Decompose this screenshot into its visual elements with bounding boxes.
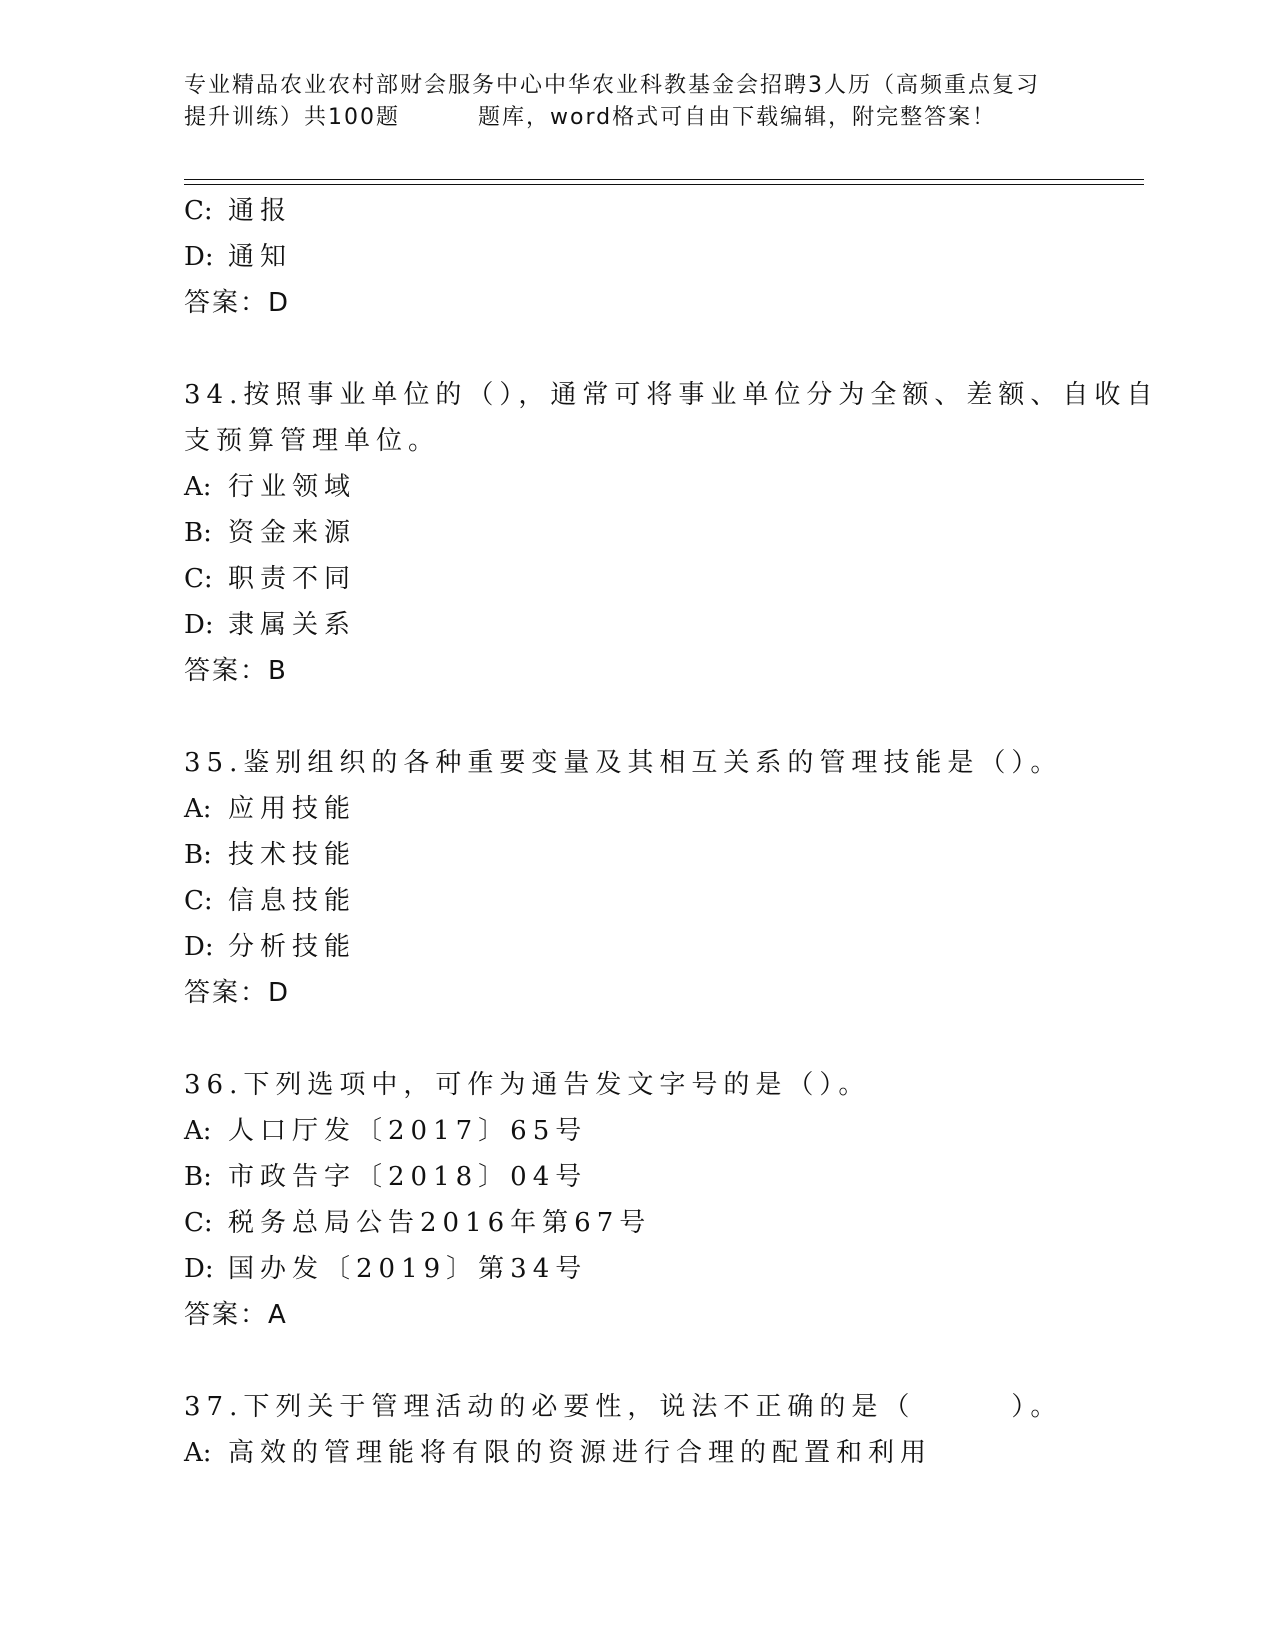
option-b (184, 832, 1144, 878)
question-36-stem-line1: 36.下列选项中，可作为通告发文字号的是（）。 (184, 1070, 871, 1100)
option-a (184, 1108, 1144, 1154)
option-text: 人口厅发〔2017〕65号 (228, 1116, 588, 1146)
question-37-stem-line1: 37.下列关于管理活动的必要性，说法不正确的是（ ）。 (184, 1392, 1063, 1422)
option-c (184, 188, 1144, 234)
option-letter: A: (184, 1116, 212, 1146)
option-letter: A: (184, 794, 212, 824)
option-text: 技术技能 (228, 840, 357, 870)
option-text: 隶属关系 (228, 610, 357, 640)
option-c (184, 878, 1144, 924)
option-text: 行业领域 (228, 472, 357, 502)
option-letter: D: (184, 932, 214, 962)
option-text: 税务总局公告2016年第67号 (228, 1208, 652, 1238)
header-divider-top (184, 179, 1144, 180)
answer-line: 答案：D (184, 978, 291, 1008)
option-text: 应用技能 (228, 794, 357, 824)
option-letter: C: (184, 196, 213, 226)
option-letter: C: (184, 564, 213, 594)
question-list (184, 188, 1159, 1476)
option-text: 市政告字〔2018〕04号 (228, 1162, 588, 1192)
option-a (184, 786, 1144, 832)
question-34-stem-line1: 34.按照事业单位的（），通常可将事业单位分为全额、差额、自收自 (184, 380, 1159, 410)
option-a (184, 1430, 1144, 1476)
option-letter: B: (184, 1162, 212, 1192)
option-letter: D: (184, 1254, 214, 1284)
answer-line: 答案：B (184, 656, 288, 686)
option-b (184, 510, 1144, 556)
option-d (184, 1246, 1144, 1292)
document-header (184, 70, 1084, 134)
option-text: 分析技能 (228, 932, 357, 962)
option-text: 通知 (228, 242, 293, 272)
option-c (184, 556, 1144, 602)
option-d (184, 924, 1144, 970)
answer-line: 答案：D (184, 288, 291, 318)
option-text: 通报 (228, 196, 293, 226)
question-34-stem-line2: 支预算管理单位。 (184, 426, 441, 456)
option-text: 国办发〔2019〕第34号 (228, 1254, 588, 1284)
option-d (184, 602, 1144, 648)
header-title-line2-right: 题库，word格式可自由下载编辑，附完整答案！ (478, 105, 997, 130)
option-text: 高效的管理能将有限的资源进行合理的配置和利用 (228, 1438, 933, 1468)
option-letter: B: (184, 840, 212, 870)
option-a (184, 464, 1144, 510)
header-title-line1: 专业精品农业农村部财会服务中心中华农业科教基金会招聘3人历（高频重点复习 (184, 73, 1040, 98)
option-letter: A: (184, 1438, 212, 1468)
option-text: 资金来源 (228, 518, 357, 548)
option-letter: A: (184, 472, 212, 502)
answer-line: 答案：A (184, 1300, 288, 1330)
option-letter: C: (184, 1208, 213, 1238)
option-b (184, 1154, 1144, 1200)
option-letter: B: (184, 518, 212, 548)
header-title-line2 (184, 102, 1084, 134)
option-text: 职责不同 (228, 564, 357, 594)
option-letter: D: (184, 610, 214, 640)
header-title-line2-left: 提升训练）共100题 (184, 105, 400, 130)
option-letter: C: (184, 886, 213, 916)
option-letter: D: (184, 242, 214, 272)
question-35-stem-line1: 35.鉴别组织的各种重要变量及其相互关系的管理技能是（）。 (184, 748, 1063, 778)
option-c (184, 1200, 1144, 1246)
option-d (184, 234, 1144, 280)
header-divider-bottom (184, 184, 1144, 185)
option-text: 信息技能 (228, 886, 357, 916)
